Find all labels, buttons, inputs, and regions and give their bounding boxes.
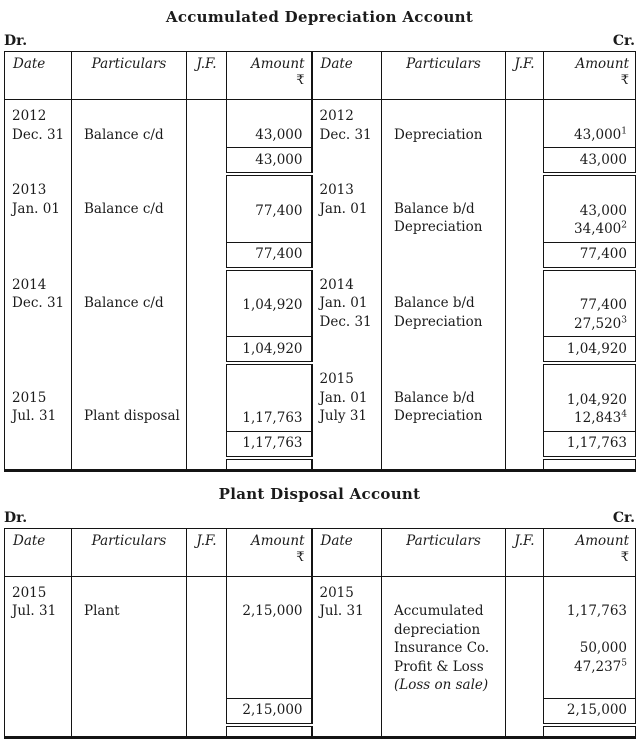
amount-cell-cr xyxy=(544,576,636,698)
particulars-line: Balance c/d xyxy=(84,295,164,311)
spacer-cell xyxy=(506,725,544,738)
amount-line xyxy=(227,183,303,202)
spacer-cell xyxy=(382,725,506,738)
amount-line: 77,400 xyxy=(255,202,303,219)
spacer-cell xyxy=(506,458,544,471)
particulars-line: (Loss on sale) xyxy=(394,677,489,693)
jf-cell xyxy=(506,431,544,458)
jf-cell xyxy=(506,242,544,269)
rupee-symbol: ₹ xyxy=(620,73,629,88)
date-line: 2015 xyxy=(12,584,47,601)
header-amount-label: Amount xyxy=(575,56,629,72)
amount-line xyxy=(544,676,627,695)
total-amount: 77,400 xyxy=(227,242,312,269)
date-cell-dr xyxy=(5,269,72,337)
amount-line: 12,843$^4$ xyxy=(574,409,627,426)
particulars-line xyxy=(84,276,186,295)
amount-line xyxy=(544,278,627,297)
rupee-symbol: ₹ xyxy=(620,549,629,565)
jf-cell-cr xyxy=(506,174,544,242)
jf-cell xyxy=(506,148,544,175)
date-cell-cr xyxy=(312,363,382,431)
date-line: Jan. 01 xyxy=(319,389,368,406)
header-particulars-dr: Particulars xyxy=(72,528,187,576)
particulars-cell-cr xyxy=(382,269,506,337)
header-jf-cr: J.F. xyxy=(506,52,544,100)
amount-line: 1,17,763 xyxy=(566,603,627,619)
total-amount: 1,17,763 xyxy=(544,431,636,458)
header-row xyxy=(5,52,636,100)
ledger-table xyxy=(4,528,636,739)
amount-line: 77,400 xyxy=(579,297,627,313)
spacer-cell xyxy=(227,458,312,471)
spacer-cell xyxy=(227,725,312,738)
accounts-root xyxy=(4,8,635,739)
amount-line xyxy=(544,621,627,640)
ledger-body xyxy=(5,576,636,737)
ledger-body xyxy=(5,100,636,471)
date-cell-dr xyxy=(5,174,72,242)
header-jf-dr: J.F. xyxy=(187,528,227,576)
particulars-cell-cr xyxy=(382,174,506,242)
ledger-header xyxy=(5,52,636,100)
date-line: Jul. 31 xyxy=(319,603,364,619)
particulars-line xyxy=(84,107,186,126)
total-amount: 1,04,920 xyxy=(227,337,312,364)
jf-cell xyxy=(187,431,227,458)
date-line xyxy=(12,370,71,389)
particulars-line xyxy=(394,370,505,389)
jf-cell-dr xyxy=(187,100,227,148)
date-line: Jan. 01 xyxy=(319,200,368,217)
particulars-line: Depreciation xyxy=(394,408,483,424)
header-particulars-dr: Particulars xyxy=(72,52,187,100)
header-particulars-cr: Particulars xyxy=(382,528,506,576)
amount-line: 2,15,000 xyxy=(242,603,303,619)
totals-row xyxy=(5,242,636,269)
date-line: Jul. 31 xyxy=(12,603,57,619)
date-line: 2012 xyxy=(12,108,47,124)
date-line: 2014 xyxy=(12,276,47,293)
date-line: July 31 xyxy=(319,408,368,424)
jf-cell xyxy=(506,337,544,364)
footnote-ref: 3 xyxy=(621,315,627,325)
particulars-line: Balance b/d xyxy=(394,200,475,217)
header-amount-dr xyxy=(227,52,312,100)
account-title: Accumulated Depreciation Account xyxy=(165,8,474,26)
account-section xyxy=(4,485,635,739)
particulars-line: Balance b/d xyxy=(394,389,475,406)
particulars-line: Balance c/d xyxy=(84,126,164,143)
amount-line xyxy=(227,391,303,410)
particulars-cell-dr xyxy=(72,363,187,431)
amount-line xyxy=(227,107,303,126)
jf-cell xyxy=(187,698,227,725)
ledger-header xyxy=(5,528,636,576)
amount-cell-cr xyxy=(544,269,636,337)
total-amount: 2,15,000 xyxy=(544,698,636,725)
jf-cell-cr xyxy=(506,269,544,337)
spacer-cell xyxy=(72,725,187,738)
particulars-cell xyxy=(382,148,506,175)
date-cell-dr xyxy=(5,363,72,431)
header-amount-label: Amount xyxy=(251,532,305,549)
jf-cell xyxy=(187,337,227,364)
amount-line: 47,237$^5$ xyxy=(574,658,627,675)
particulars-cell-cr xyxy=(382,100,506,148)
date-cell xyxy=(5,148,72,175)
rupee-symbol: ₹ xyxy=(296,73,305,88)
amount-line xyxy=(544,372,627,391)
date-cell xyxy=(312,148,382,175)
header-jf-cr: J.F. xyxy=(506,528,544,576)
totals-row xyxy=(5,148,636,175)
header-amount-label: Amount xyxy=(575,532,629,549)
date-line: 2013 xyxy=(319,182,354,198)
spacer-cell xyxy=(312,725,382,738)
date-cell xyxy=(5,337,72,364)
jf-cell-dr xyxy=(187,269,227,337)
particulars-cell xyxy=(72,242,187,269)
particulars-cell xyxy=(382,242,506,269)
particulars-line: depreciation xyxy=(394,621,481,638)
jf-cell xyxy=(187,242,227,269)
particulars-cell xyxy=(72,148,187,175)
spacer-cell xyxy=(5,725,72,738)
date-line: 2015 xyxy=(12,389,47,406)
particulars-cell xyxy=(72,337,187,364)
rupee-symbol: ₹ xyxy=(296,549,305,565)
particulars-line: Plant disposal xyxy=(84,408,180,424)
spacer-cell xyxy=(544,458,636,471)
header-amount-label: Amount xyxy=(251,56,305,72)
spacer-cell xyxy=(187,725,227,738)
jf-cell-cr xyxy=(506,363,544,431)
header-particulars-cr: Particulars xyxy=(382,52,506,100)
particulars-line: Balance b/d xyxy=(394,295,475,311)
header-date-dr: Date xyxy=(5,528,72,576)
jf-cell-dr xyxy=(187,363,227,431)
amount-cell-cr xyxy=(544,174,636,242)
total-amount: 1,17,763 xyxy=(227,431,312,458)
account-title: Plant Disposal Account xyxy=(218,484,421,503)
date-cell xyxy=(312,698,382,725)
particulars-cell xyxy=(72,698,187,725)
date-cell-cr xyxy=(312,576,382,698)
dr-label: Dr. xyxy=(4,509,28,526)
particulars-line xyxy=(394,584,505,603)
particulars-line: Insurance Co. xyxy=(394,640,490,656)
header-amount-cr xyxy=(544,528,636,576)
amount-cell-dr xyxy=(227,363,312,431)
particulars-line: Depreciation xyxy=(394,313,483,330)
particulars-cell xyxy=(382,698,506,725)
spacer-row xyxy=(5,458,636,471)
particulars-line xyxy=(84,370,186,389)
totals-row xyxy=(5,337,636,364)
spacer-cell xyxy=(5,458,72,471)
spacer-cell xyxy=(544,725,636,738)
amount-line: 1,04,920 xyxy=(242,297,303,313)
date-line: Dec. 31 xyxy=(12,295,65,311)
header-jf-dr: J.F. xyxy=(187,52,227,100)
amount-line xyxy=(227,584,303,603)
header-amount-dr xyxy=(227,528,312,576)
particulars-cell-dr xyxy=(72,576,187,698)
ledger-table xyxy=(4,51,636,472)
date-cell xyxy=(5,698,72,725)
date-line: Dec. 31 xyxy=(319,126,372,143)
cr-label: Cr. xyxy=(612,33,635,49)
amount-cell-cr xyxy=(544,363,636,431)
date-line xyxy=(320,621,382,640)
particulars-cell xyxy=(382,337,506,364)
particulars-line: Accumulated xyxy=(394,603,484,619)
spacer-row xyxy=(5,725,636,738)
footnote-ref: 5 xyxy=(621,658,627,668)
date-line: 2012 xyxy=(319,108,354,124)
amount-line: 43,000 xyxy=(579,202,627,219)
amount-line: 50,000 xyxy=(579,640,627,656)
jf-cell-dr xyxy=(187,174,227,242)
entries-row xyxy=(5,100,636,148)
particulars-line xyxy=(84,389,186,408)
entries-row xyxy=(5,174,636,242)
particulars-line: Depreciation xyxy=(394,126,483,143)
page xyxy=(4,0,635,739)
header-date-dr: Date xyxy=(5,52,72,100)
particulars-line: Depreciation xyxy=(394,219,483,235)
dr-label: Dr. xyxy=(4,33,28,49)
amount-line xyxy=(227,278,303,297)
amount-line: 43,000$^1$ xyxy=(574,126,627,143)
footnote-ref: 2 xyxy=(621,220,627,231)
date-line: Jan. 01 xyxy=(12,200,60,217)
header-date-cr: Date xyxy=(312,52,382,100)
amount-cell-dr xyxy=(227,100,312,148)
date-cell xyxy=(312,337,382,364)
particulars-line xyxy=(84,584,186,603)
amount-line xyxy=(544,183,627,202)
footnote-ref: 1 xyxy=(621,126,627,136)
header-amount-cr xyxy=(544,52,636,100)
jf-cell xyxy=(506,698,544,725)
date-cell-dr xyxy=(5,576,72,698)
date-line xyxy=(320,658,382,677)
date-line: 2015 xyxy=(319,584,354,601)
date-cell xyxy=(312,431,382,458)
amount-line xyxy=(544,584,627,603)
particulars-line: Profit & Loss xyxy=(394,658,484,675)
date-line: Jul. 31 xyxy=(12,408,57,424)
particulars-cell-cr xyxy=(382,363,506,431)
particulars-line: Plant xyxy=(84,603,120,619)
drcr-row xyxy=(4,510,635,526)
jf-cell-cr xyxy=(506,576,544,698)
header-date-cr: Date xyxy=(312,528,382,576)
drcr-row xyxy=(4,33,635,49)
particulars-line xyxy=(394,276,505,295)
date-line: Dec. 31 xyxy=(319,313,372,330)
date-line xyxy=(320,218,382,237)
jf-cell xyxy=(187,148,227,175)
date-line: 2014 xyxy=(319,276,354,293)
date-cell-cr xyxy=(312,269,382,337)
amount-line: 27,520$^3$ xyxy=(574,315,627,332)
amount-cell-dr xyxy=(227,576,312,698)
jf-cell-cr xyxy=(506,100,544,148)
particulars-cell xyxy=(72,431,187,458)
total-amount: 77,400 xyxy=(544,242,636,269)
amount-line xyxy=(544,107,627,126)
header-row xyxy=(5,528,636,576)
particulars-cell-cr xyxy=(382,576,506,698)
entries-row xyxy=(5,576,636,698)
particulars-cell xyxy=(382,431,506,458)
totals-row xyxy=(5,431,636,458)
total-amount: 2,15,000 xyxy=(227,698,312,725)
amount-cell-cr xyxy=(544,100,636,148)
amount-line: 1,04,920 xyxy=(566,391,627,408)
date-line: 2015 xyxy=(319,371,354,387)
account-section xyxy=(4,8,635,472)
total-amount: 43,000 xyxy=(544,148,636,175)
total-amount: 1,04,920 xyxy=(544,337,636,364)
spacer-cell xyxy=(187,458,227,471)
particulars-line xyxy=(394,107,505,126)
footnote-ref: 4 xyxy=(621,409,627,420)
spacer-cell xyxy=(312,458,382,471)
date-line: 2013 xyxy=(12,182,47,198)
date-cell xyxy=(312,242,382,269)
cr-label: Cr. xyxy=(612,509,635,526)
date-cell xyxy=(5,431,72,458)
amount-line xyxy=(227,372,303,391)
particulars-line xyxy=(84,181,186,200)
amount-line: 34,400$^2$ xyxy=(574,220,627,237)
date-cell-cr xyxy=(312,100,382,148)
particulars-cell-dr xyxy=(72,100,187,148)
entries-row xyxy=(5,269,636,337)
spacer-cell xyxy=(72,458,187,471)
date-line: Jan. 01 xyxy=(319,295,368,311)
amount-cell-dr xyxy=(227,269,312,337)
particulars-cell-dr xyxy=(72,174,187,242)
particulars-line xyxy=(394,181,505,200)
date-cell-dr xyxy=(5,100,72,148)
particulars-line: Balance c/d xyxy=(84,200,164,217)
date-cell-cr xyxy=(312,174,382,242)
amount-line: 43,000 xyxy=(255,126,303,143)
total-amount: 43,000 xyxy=(227,148,312,175)
jf-cell-dr xyxy=(187,576,227,698)
date-line: Dec. 31 xyxy=(12,126,65,143)
totals-row xyxy=(5,698,636,725)
amount-cell-dr xyxy=(227,174,312,242)
particulars-cell-dr xyxy=(72,269,187,337)
date-line xyxy=(320,676,382,695)
date-cell xyxy=(5,242,72,269)
amount-line: 1,17,763 xyxy=(242,410,303,426)
entries-row xyxy=(5,363,636,431)
spacer-cell xyxy=(382,458,506,471)
